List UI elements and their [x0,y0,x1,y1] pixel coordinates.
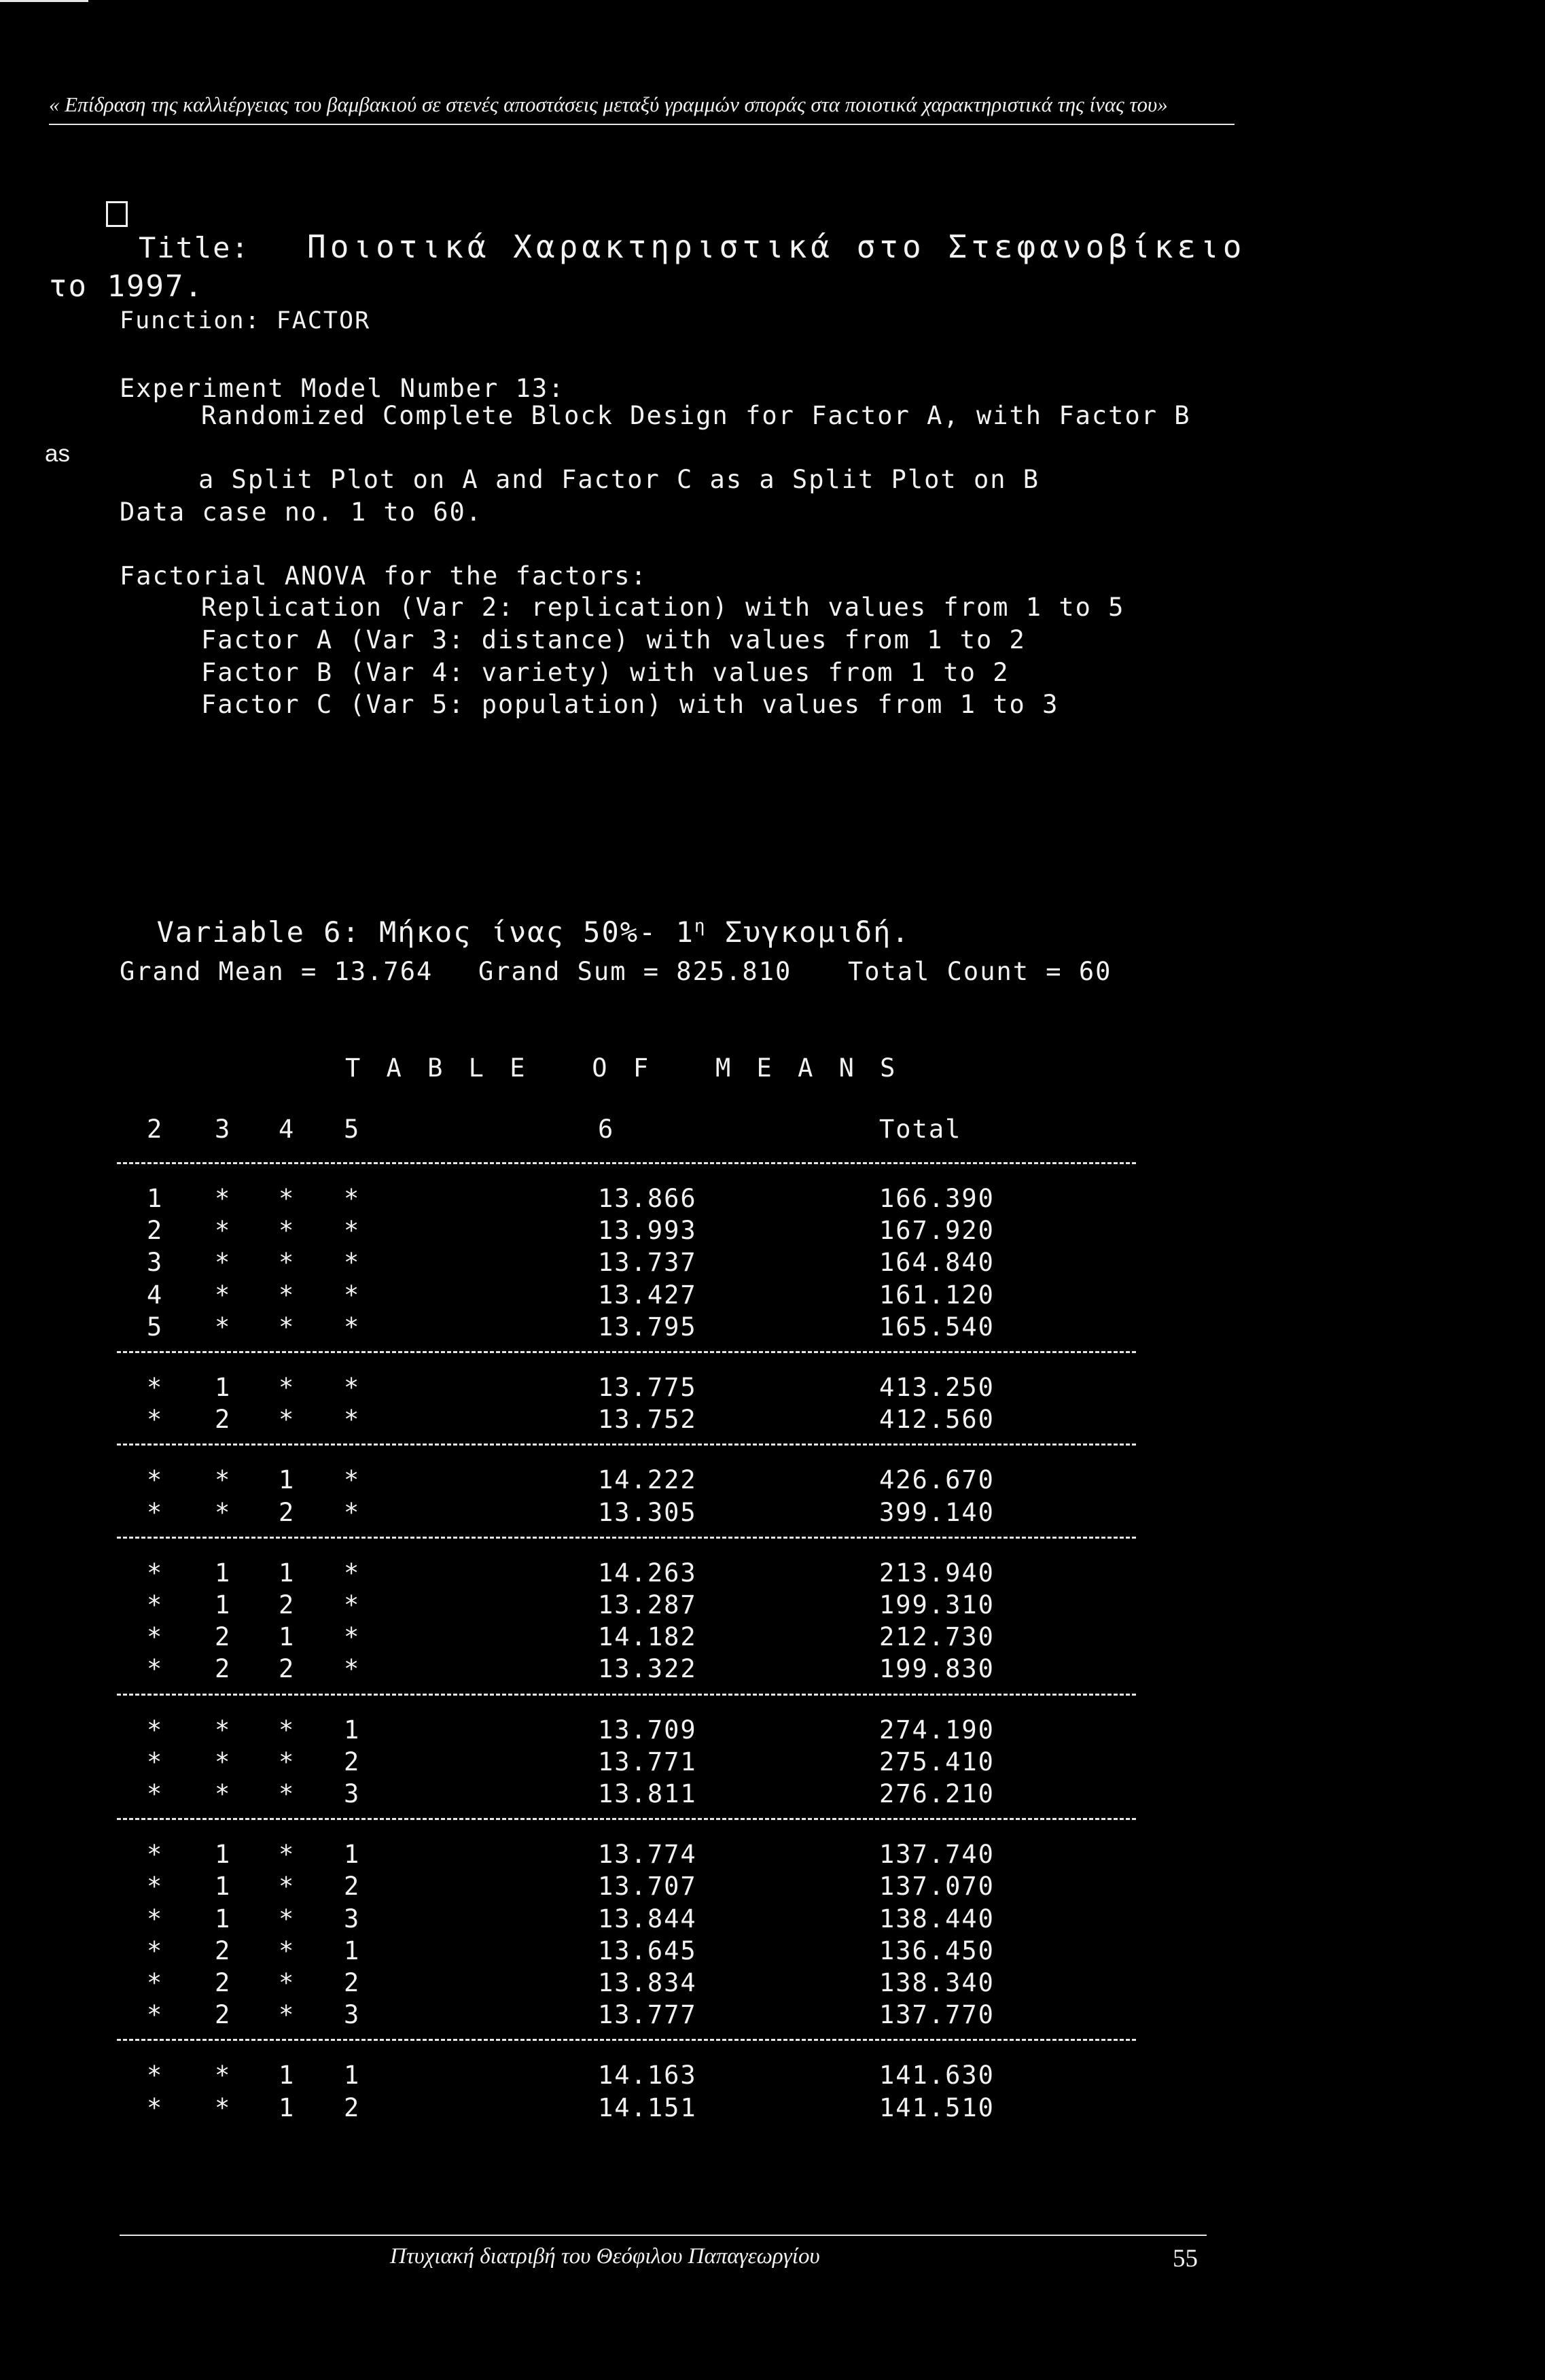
table-cell: * [147,1622,164,1652]
table-cell: * [279,1968,296,1997]
table-cell: * [344,1184,361,1213]
table-cell: 13.287 [598,1590,697,1620]
table-cell: * [344,1558,361,1588]
table-cell: 13.645 [598,1936,697,1965]
table-cell: * [147,1872,164,1902]
table-cell: 137.740 [879,1840,995,1870]
table-cell: 276.210 [879,1779,995,1808]
table-cell: 3 [344,1779,361,1808]
table-cell: 1 [215,1558,232,1588]
table-separator [117,1351,1136,1353]
page-number: 55 [1173,2245,1198,2273]
table-cell: 13.752 [598,1405,697,1435]
table-separator [117,1537,1136,1539]
table-cell: 413.250 [879,1373,995,1402]
table-cell: 2 [215,2000,232,2030]
table-cell: 426.670 [879,1465,995,1495]
running-header: « Επίδραση της καλλιέργειας του βαμβακιού σε στενές αποστάσεις μεταξύ γραμμών σποράς στα ποιοτικά χαρακτηριστικά της ίνας του» [49,92,1168,116]
table-cell: * [215,2093,232,2122]
anova-heading: Factorial ANOVA for the factors: [120,561,647,591]
table-title: T A B L E O F M E A N S [345,1053,901,1083]
variable-suffix: Συγκομιδή. [706,915,910,949]
table-cell: * [147,1373,164,1402]
experiment-line: Experiment Model Number 13: [120,374,565,403]
footer-rule [120,2235,1207,2236]
table-cell: * [344,1654,361,1684]
design-wrap: as [45,440,70,467]
table-cell: * [279,1184,296,1213]
table-cell: 1 [215,1373,232,1402]
table-cell: * [279,1840,296,1870]
table-cell: * [279,1312,296,1342]
table-separator [117,1162,1136,1164]
table-cell: * [147,2061,164,2090]
table-header-cell: Total [879,1115,962,1144]
table-separator [117,1818,1136,1820]
table-cell: * [279,1779,296,1808]
table-cell: 137.070 [879,1872,995,1902]
function-line: Function: FACTOR [120,307,371,334]
table-cell: * [279,1373,296,1402]
table-cell: 4 [147,1280,164,1310]
table-cell: * [215,1497,232,1527]
table-cell: 161.120 [879,1280,995,1310]
table-cell: * [215,2061,232,2090]
table-cell: 165.540 [879,1312,995,1342]
table-cell: 13.774 [598,1840,697,1870]
table-cell: 274.190 [879,1715,995,1745]
table-cell: 14.182 [598,1622,697,1652]
table-cell: 166.390 [879,1184,995,1213]
table-cell: * [344,1216,361,1246]
table-cell: * [147,1779,164,1808]
factor-line: Replication (Var 2: replication) with values from 1 to 5 [201,593,1125,622]
table-cell: 2 [215,1405,232,1435]
table-cell: * [215,1465,232,1495]
title-label: Title: [139,231,250,264]
table-cell: * [279,1216,296,1246]
table-cell: 1 [279,2093,296,2122]
table-cell: * [147,1715,164,1745]
table-cell: * [279,1405,296,1435]
table-header-cell: 3 [215,1115,232,1144]
design-line: Randomized Complete Block Design for Factor A, with Factor B [201,401,1191,430]
table-cell: * [147,1654,164,1684]
table-cell: 1 [215,1904,232,1933]
table-cell: 13.777 [598,2000,697,2030]
table-header-cell: 5 [344,1115,361,1144]
table-separator [117,1694,1136,1696]
table-cell: * [215,1779,232,1808]
table-cell: 137.770 [879,2000,995,2030]
table-cell: 136.450 [879,1936,995,1965]
table-cell: 2 [215,1622,232,1652]
table-cell: 14.263 [598,1558,697,1588]
table-cell: * [279,1904,296,1933]
table-cell: 1 [215,1840,232,1870]
table-header-cell: 6 [598,1115,615,1144]
table-cell: * [147,1558,164,1588]
footer-author: Πτυχιακή διατριβή του Θεόφιλου Παπαγεωργίου [390,2244,820,2269]
table-cell: 13.737 [598,1248,697,1278]
table-cell: * [147,1590,164,1620]
table-cell: 13.322 [598,1654,697,1684]
table-cell: 13.707 [598,1872,697,1902]
total-count: Total Count = 60 [848,957,1112,986]
table-cell: 399.140 [879,1497,995,1527]
table-cell: 199.310 [879,1590,995,1620]
table-cell: 2 [279,1590,296,1620]
table-cell: 13.795 [598,1312,697,1342]
table-cell: 1 [215,1872,232,1902]
table-cell: * [344,1622,361,1652]
table-cell: 275.410 [879,1747,995,1777]
table-cell: 412.560 [879,1405,995,1435]
table-header-cell: 4 [279,1115,296,1144]
table-cell: * [215,1280,232,1310]
table-cell: 1 [344,2061,361,2090]
table-cell: 138.440 [879,1904,995,1933]
table-cell: 13.775 [598,1373,697,1402]
table-cell: 164.840 [879,1248,995,1278]
table-cell: 2 [215,1936,232,1965]
table-cell: * [147,1840,164,1870]
table-cell: * [147,1904,164,1933]
table-cell: 14.151 [598,2093,697,2122]
variable-superscript: η [694,916,707,937]
table-cell: * [344,1405,361,1435]
table-cell: * [344,1373,361,1402]
table-cell: * [147,1968,164,1997]
table-cell: 141.630 [879,2061,995,2090]
table-cell: 13.993 [598,1216,697,1246]
split-line: a Split Plot on A and Factor C as a Split Plot on B [198,465,1040,494]
table-cell: 2 [344,2093,361,2122]
title-continuation: το 1997. [49,269,204,304]
table-cell: * [279,1936,296,1965]
table-cell: * [215,1248,232,1278]
table-cell: * [147,1497,164,1527]
table-cell: 2 [344,1872,361,1902]
table-cell: 1 [147,1184,164,1213]
table-cell: * [279,1747,296,1777]
table-cell: 2 [215,1968,232,1997]
title-value: Ποιοτικά Χαρακτηριστικά στο Στεφανοβίκειο [307,228,1246,265]
table-cell: * [147,1405,164,1435]
table-cell: 2 [344,1968,361,1997]
table-cell: 14.163 [598,2061,697,2090]
table-cell: * [279,1280,296,1310]
table-cell: 2 [344,1747,361,1777]
factor-line: Factor B (Var 4: variety) with values from 1 to 2 [201,658,1010,687]
table-cell: 5 [147,1312,164,1342]
grand-sum: Grand Sum = 825.810 [478,957,792,986]
table-cell: 2 [279,1654,296,1684]
table-cell: 13.866 [598,1184,697,1213]
table-cell: 199.830 [879,1654,995,1684]
table-cell: * [344,1590,361,1620]
table-cell: 13.811 [598,1779,697,1808]
table-cell: 13.305 [598,1497,697,1527]
table-cell: * [215,1216,232,1246]
table-cell: * [215,1184,232,1213]
table-cell: * [215,1747,232,1777]
table-cell: 138.340 [879,1968,995,1997]
table-cell: 1 [344,1715,361,1745]
table-cell: 213.940 [879,1558,995,1588]
table-cell: 3 [344,1904,361,1933]
table-cell: * [279,1248,296,1278]
table-cell: 14.222 [598,1465,697,1495]
table-cell: * [344,1248,361,1278]
table-cell: * [147,2000,164,2030]
data-case-line: Data case no. 1 to 60. [120,497,483,527]
table-cell: 212.730 [879,1622,995,1652]
table-cell: * [147,1747,164,1777]
table-cell: 13.709 [598,1715,697,1745]
table-cell: * [215,1312,232,1342]
table-cell: 1 [279,2061,296,2090]
grand-mean: Grand Mean = 13.764 [120,957,433,986]
table-cell: * [215,1715,232,1745]
table-cell: 141.510 [879,2093,995,2122]
table-cell: 1 [279,1558,296,1588]
table-cell: 1 [279,1622,296,1652]
table-cell: 13.834 [598,1968,697,1997]
table-cell: 3 [147,1248,164,1278]
table-separator [117,1443,1136,1446]
table-separator [117,2039,1136,2041]
table-cell: * [279,1872,296,1902]
table-cell: * [279,1715,296,1745]
table-cell: 2 [279,1497,296,1527]
table-cell: 1 [344,1936,361,1965]
table-cell: * [344,1465,361,1495]
table-cell: 1 [215,1590,232,1620]
table-cell: 1 [279,1465,296,1495]
table-cell: 13.844 [598,1904,697,1933]
factor-line: Factor C (Var 5: population) with values from 1 to 3 [201,690,1059,719]
table-cell: 1 [344,1840,361,1870]
table-cell: * [344,1280,361,1310]
factor-line: Factor A (Var 3: distance) with values from 1 to 2 [201,625,1026,654]
table-cell: 13.427 [598,1280,697,1310]
table-cell: 2 [215,1654,232,1684]
table-cell: * [147,2093,164,2122]
variable-prefix: Variable 6: Μήκος ίνας 50%- 1 [156,915,694,949]
table-cell: * [147,1936,164,1965]
table-cell: * [344,1497,361,1527]
table-cell: * [147,1465,164,1495]
table-cell: * [279,2000,296,2030]
table-header-cell: 2 [147,1115,164,1144]
table-cell: * [344,1312,361,1342]
table-cell: 13.771 [598,1747,697,1777]
table-cell: 3 [344,2000,361,2030]
table-cell: 2 [147,1216,164,1246]
table-cell: 167.920 [879,1216,995,1246]
